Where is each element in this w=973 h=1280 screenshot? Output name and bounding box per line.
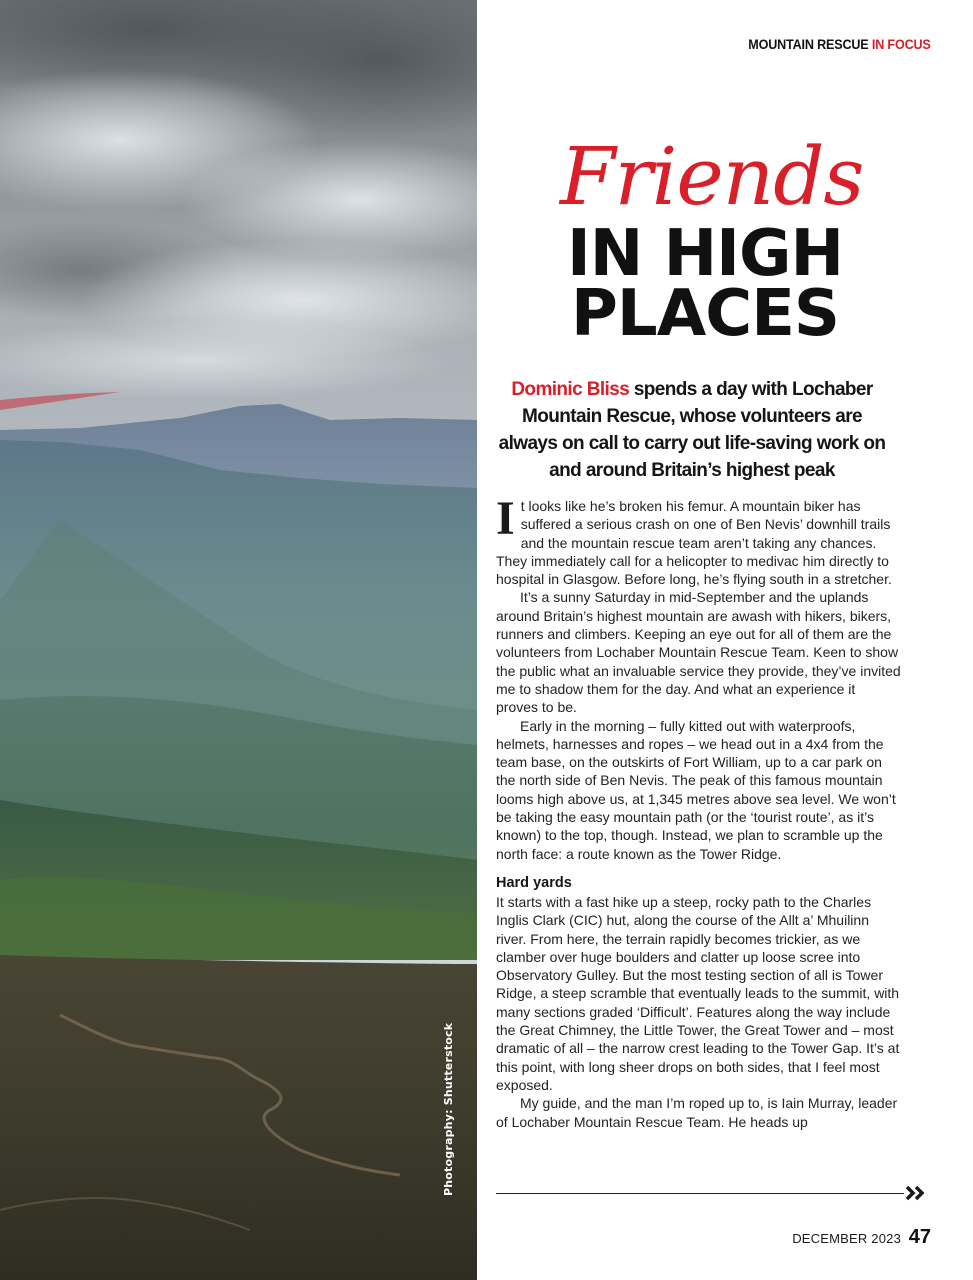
paragraph-2: It’s a sunny Saturday in mid-September and the uplands around Britain’s highest mountain are awash with hikers, bikers, runners and climbers. Keeping an eye out for all of them are the volunteers from Lochaber Mountain Rescue Team. Keen to show the public what an invaluable service they provide, they’ve invited me to shadow them for the day. And what an experience it proves to be.	[496, 589, 901, 716]
paragraph-4: It starts with a fast hike up a steep, rocky path to the Charles Inglis Clark (CIC) hut, along the course of the Allt a’ Mhuilinn river. From here, the terrain rapidly becomes trickier, as we clamber over huge boulders and clatter up loose scree into Observatory Gulley. But the most testing section of all is Tower Ridge, a steep scramble that eventually leads to the summit, with many sections graded ‘Difficult’. Features along the way include the Great Chimney, the Little Tower, the Great Tower and – most dramatic of all – the narrow crest leading to the Tower Gap. It’s at this point, with long sheer drops on both sides, that I feel most exposed.	[496, 893, 900, 1093]
photo-credit: Photography: Shutterstock	[442, 1022, 455, 1196]
paragraph-5: My guide, and the man I’m roped up to, is Iain Murray, leader of Lochaber Mountain Rescue Team. He heads up	[496, 1095, 898, 1130]
byline: Dominic Bliss	[511, 379, 630, 400]
standfirst	[496, 376, 888, 484]
section-accent: IN FOCUS	[872, 36, 931, 52]
standfirst-text: spends a day with Lochaber Mountain Rescue, whose volunteers are always on call to carry out life-saving work on and around Britain’s highest peak	[498, 379, 886, 481]
double-chevron-right-icon	[905, 1183, 929, 1203]
paragraph-1	[496, 492, 901, 588]
page-number: 47	[908, 1226, 931, 1248]
issue-date: DECEMBER 2023	[792, 1231, 901, 1246]
headline-block	[520, 217, 890, 351]
headline-line-2: IN HIGH	[566, 217, 844, 291]
footer-rule	[496, 1193, 904, 1194]
headline-script: Friends	[560, 130, 864, 223]
headline-line-3: PLACES	[571, 277, 839, 351]
paragraph-3: Early in the morning – fully kitted out with waterproofs, helmets, harnesses and ropes – we head out in a 4x4 from the team base, on the outskirts of Fort William, up to a car park on the north side of Ben Nevis. The peak of this famous mountain looms high above us, at 1,345 metres above sea level. We won’t be taking the easy mountain path (or the ‘tourist route’, as it’s known) to the top, though. Instead, we plan to scramble up the north face: a route known as the Tower Ridge.	[496, 717, 896, 862]
dropcap: I	[496, 492, 515, 545]
subheading: Hard yards	[496, 874, 572, 891]
mountain-landscape-photo	[0, 0, 477, 1280]
article-body	[496, 492, 901, 1131]
paragraph-1-text: t looks like he’s broken his femur. A mountain biker has suffered a serious crash on one of Ben Nevis’ downhill trails and the mountain rescue team aren’t taking any chances. They immediately call for a helicopter to medivac him directly to hospital in Glasgow. Before long, he’s flying south in a stretcher.	[496, 498, 892, 588]
section-label	[749, 36, 931, 52]
section-name: MOUNTAIN RESCUE	[748, 36, 869, 52]
